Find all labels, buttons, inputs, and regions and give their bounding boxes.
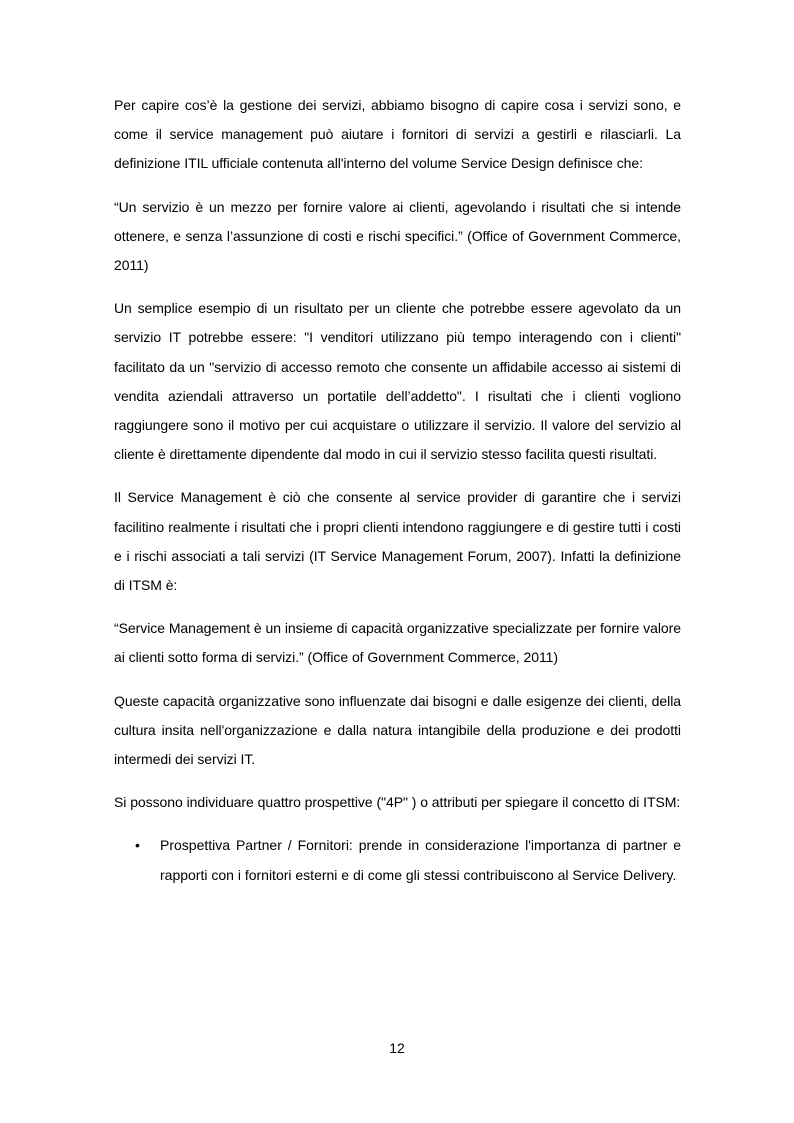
page-body bbox=[114, 91, 681, 890]
list-item bbox=[114, 831, 681, 889]
list-item-text: Prospettiva Partner / Fornitori: prende in considerazione l'importanza di partner e rapporti con i fornitori esterni e di come gli stessi contribuiscono al Service Delivery. bbox=[160, 837, 681, 883]
paragraph-service-management-intro: Per capire cos’è la gestione dei servizi, abbiamo bisogno di capire cosa i servizi sono, e come il service management può aiutare i fornitori di servizi a gestirli e rilasciarli. La definizione ITIL ufficiale contenuta all'interno del volume Service Design definisce che: bbox=[114, 97, 681, 172]
bullet-icon: • bbox=[135, 837, 140, 854]
paragraph-example: Un semplice esempio di un risultato per un cliente che potrebbe essere agevolato da un servizio IT potrebbe essere: "I venditori utilizzano più tempo interagendo con i clienti" facilitato da un "servizio di accesso remoto che consente un affidabile accesso ai sistemi di vendita aziendali attraverso un portatile dell’addetto". I risultati che i clienti vogliono raggiungere sono il motivo per cui acquistare o utilizzare il servizio. Il valore del servizio al cliente è direttamente dipendente dal modo in cui il servizio stesso facilita questi risultati. bbox=[114, 300, 681, 463]
paragraph-four-perspectives: Si possono individuare quattro prospettive ("4P" ) o attributi per spiegare il concetto di ITSM: bbox=[114, 794, 681, 811]
paragraph-service-definition-quote: “Un servizio è un mezzo per fornire valore ai clienti, agevolando i risultati che si intende ottenere, e senza l’assunzione di costi e rischi specifici.” (Office of Government Commerce, 2011) bbox=[114, 198, 681, 274]
perspectives-list bbox=[114, 831, 681, 889]
paragraph-itsm-definition-quote: “Service Management è un insieme di capacità organizzative specializzate per fornire valore ai clienti sotto forma di servizi.” (Office of Government Commerce, 2011) bbox=[114, 620, 681, 666]
paragraph-service-management-role: Il Service Management è ciò che consente al service provider di garantire che i servizi facilitino realmente i risultati che i propri clienti intendono raggiungere e di gestire tutti i costi e i rischi associati a tali servizi (IT Service Management Forum, 2007). Infatti la definizione di ITSM è: bbox=[114, 489, 681, 594]
page-number: 12 bbox=[389, 1040, 405, 1056]
paragraph-organizational-capabilities: Queste capacità organizzative sono influenzate dai bisogni e dalle esigenze dei clienti, della cultura insita nell'organizzazione e dalla natura intangibile della produzione e dei prodotti intermedi dei servizi IT. bbox=[114, 692, 681, 768]
